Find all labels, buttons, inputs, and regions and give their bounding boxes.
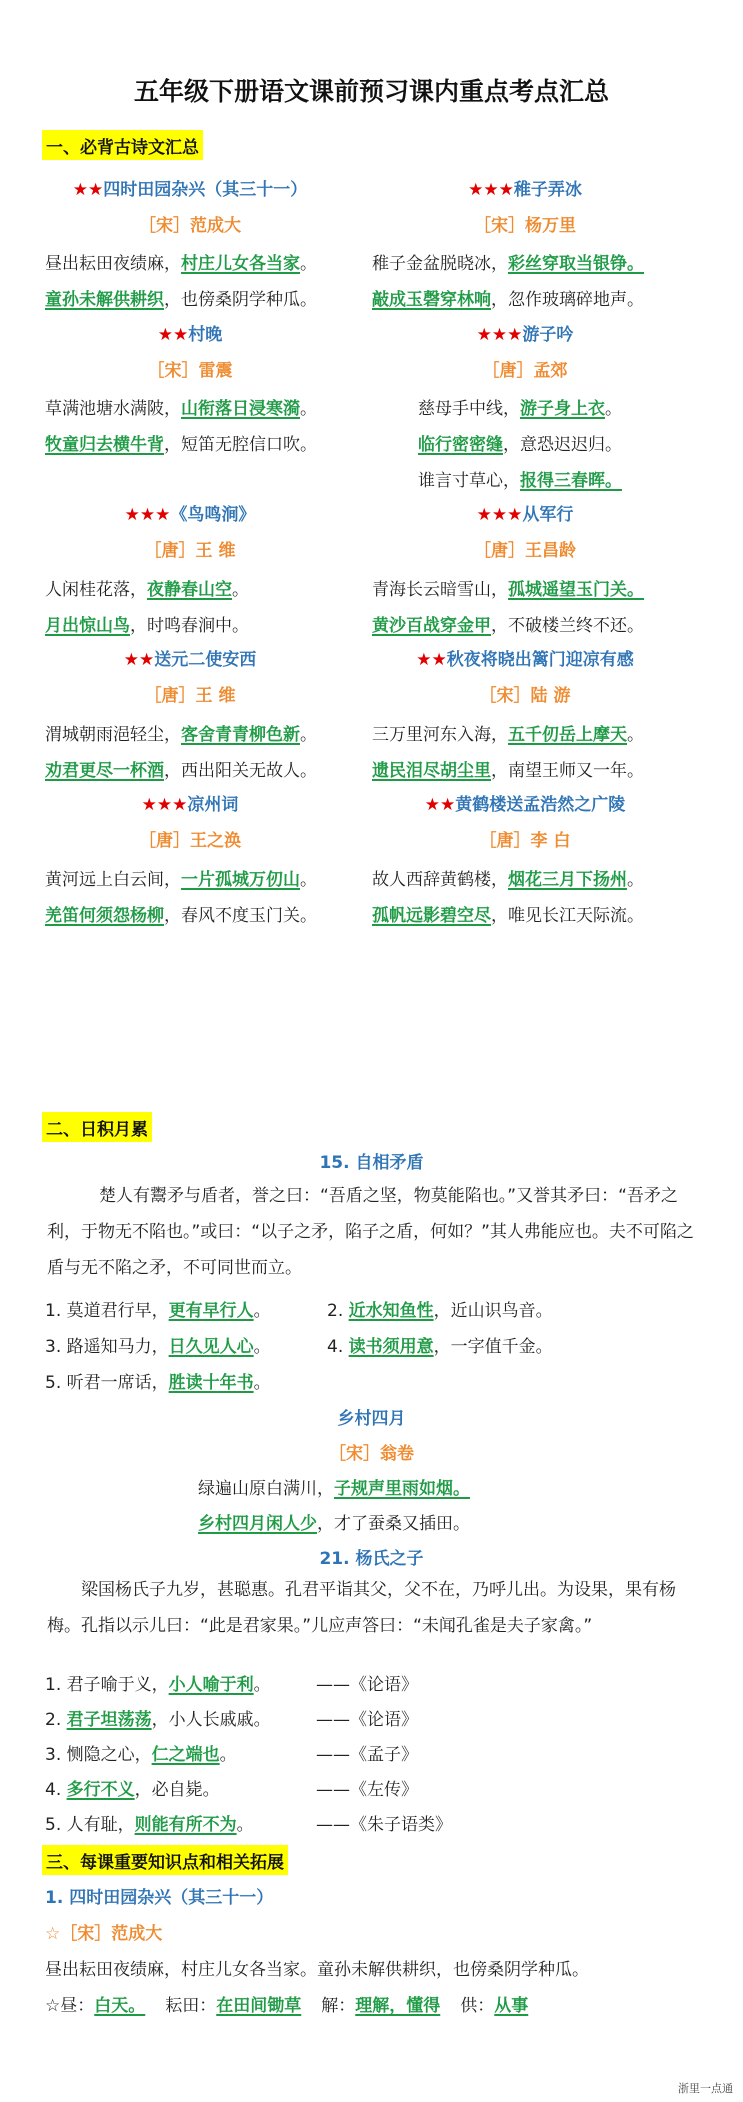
key-phrase: 临行密密缝 — [418, 435, 503, 455]
lesson1-notes — [45, 1991, 528, 2016]
note-item — [321, 1996, 440, 2016]
poem-author: ［唐］王之涣 — [139, 831, 241, 851]
quote-item — [45, 1775, 220, 1800]
key-phrase: 童孙未解供耕织 — [45, 290, 164, 310]
key-phrase: 黄沙百战穿金甲 — [372, 616, 491, 636]
line-text: ，春风不度玉门关。 — [164, 906, 317, 926]
quote-source: ——《论语》 — [316, 1710, 418, 1730]
key-phrase: 山衔落日浸寒漪 — [181, 399, 300, 419]
line-text: 青海长云暗雪山， — [372, 580, 508, 600]
line-text: 稚子金盆脱晓冰， — [372, 254, 508, 274]
key-phrase: 孤帆远影碧空尽 — [372, 906, 491, 926]
line-text: 5. 听君一席话， — [45, 1373, 169, 1393]
poem-line — [418, 394, 622, 419]
quote-source: ——《孟子》 — [316, 1745, 418, 1765]
poem-line — [372, 611, 644, 636]
poem-line — [418, 430, 622, 455]
line-text: 4. — [327, 1337, 349, 1357]
poem-author: ［唐］孟郊 — [482, 361, 568, 381]
line-text: 人闲桂花落， — [45, 580, 147, 600]
line-text: 。 — [232, 580, 249, 600]
poem-title-text: 四时田园杂兴（其三十一） — [103, 180, 308, 200]
rating-stars: ★★★ — [476, 505, 523, 525]
poem-line — [45, 430, 317, 455]
line-text: ，唯见长江天际流。 — [491, 906, 644, 926]
poem-line — [45, 611, 249, 636]
line-text: ，忽作玻璃碎地声。 — [491, 290, 644, 310]
poem-line — [372, 901, 644, 926]
line-text: 。 — [605, 399, 622, 419]
line-text: 4. — [45, 1780, 67, 1800]
story1-title: 15. 自相矛盾 — [319, 1153, 424, 1173]
poem-line — [45, 249, 317, 274]
poem-title-text: 《鸟鸣涧》 — [170, 505, 256, 525]
poem-title — [25, 175, 355, 200]
line-text: 。 — [300, 254, 317, 274]
poem-title-text: 稚子弄冰 — [513, 180, 582, 200]
footer-watermark: 浙里一点通 — [678, 2082, 733, 2095]
line-text: 。 — [627, 870, 644, 890]
proverb-item — [327, 1296, 553, 1321]
line-text: 三万里河东入海， — [372, 725, 508, 745]
section1-heading: 一、必背古诗文汇总 — [42, 130, 203, 160]
note-term: ☆昼： — [45, 1996, 95, 2016]
story1-text: 楚人有鬻矛与盾者，誉之曰：“吾盾之坚，物莫能陷也。”又誉其矛曰：“吾矛之利，于物无不陷也。”或曰：“以子之矛，陷子之盾，何如？”其人弗能应也。夫不可陷之盾与无不陷之矛，不可同世而立。 — [47, 1186, 694, 1278]
key-phrase: 五千仞岳上摩天 — [508, 725, 627, 745]
line-text: ，必自毙。 — [134, 1780, 220, 1800]
proverb-item — [45, 1368, 271, 1393]
key-phrase: 读书须用意 — [348, 1337, 434, 1357]
key-phrase: 小人喻于利 — [168, 1675, 254, 1695]
line-text: 3. 恻隐之心， — [45, 1745, 152, 1765]
page-title: 五年级下册语文课前预习课内重点考点汇总 — [133, 77, 609, 106]
proverb-item — [45, 1296, 271, 1321]
line-text: ，一字值千金。 — [433, 1337, 553, 1357]
poem-xiangcun-line2 — [198, 1509, 470, 1534]
line-text: ，南望王师又一年。 — [491, 761, 644, 781]
note-item — [165, 1996, 301, 2016]
line-text: 谁言寸草心， — [418, 471, 520, 491]
line-text: 。 — [300, 725, 317, 745]
note-term: 解： — [321, 1996, 356, 2016]
line-text: ，时鸣春涧中。 — [130, 616, 249, 636]
key-phrase: 多行不义 — [66, 1780, 135, 1800]
note-term: 耘田： — [165, 1996, 217, 2016]
poem-title — [25, 790, 355, 815]
rating-stars: ★★★ — [141, 795, 188, 815]
key-phrase: 乡村四月闲人少 — [198, 1514, 317, 1534]
poem-xiangcun-title: 乡村四月 — [337, 1409, 406, 1429]
rating-stars: ★★ — [157, 325, 189, 345]
lesson1-poem: 昼出耘田夜绩麻，村庄儿女各当家。童孙未解供耕织，也傍桑阴学种瓜。 — [45, 1960, 589, 1980]
poem-author: ［唐］王 维 — [144, 686, 236, 706]
poem-title — [360, 175, 690, 200]
key-phrase: 仁之端也 — [151, 1745, 220, 1765]
poem-xiangcun-line1 — [198, 1474, 470, 1499]
poem-title — [360, 790, 690, 815]
key-phrase: 子规声里雨如烟。 — [334, 1479, 470, 1499]
note-term: 供： — [460, 1996, 495, 2016]
quote-item — [45, 1740, 237, 1765]
rating-stars: ★★ — [72, 180, 104, 200]
poem-line — [372, 575, 644, 600]
key-phrase: 羌笛何须怨杨柳 — [45, 906, 164, 926]
lesson1-author: ☆［宋］范成大 — [45, 1924, 163, 1944]
poem-line — [45, 720, 317, 745]
poem-title-text: 秋夜将晓出篱门迎凉有感 — [446, 650, 634, 670]
poem-title-text: 送元二使安西 — [154, 650, 257, 670]
line-text: 。 — [253, 1373, 271, 1393]
quote-source: ——《左传》 — [316, 1780, 418, 1800]
rating-stars: ★★★ — [476, 325, 523, 345]
poem-line — [418, 466, 622, 491]
line-text: 。 — [253, 1337, 271, 1357]
note-definition: 在田间锄草 — [216, 1996, 302, 2016]
key-phrase: 则能有所不为 — [134, 1815, 237, 1835]
key-phrase: 游子身上衣 — [520, 399, 605, 419]
key-phrase: 村庄儿女各当家 — [181, 254, 300, 274]
key-phrase: 更有早行人 — [168, 1301, 254, 1321]
poem-xiangcun-author: ［宋］翁卷 — [329, 1444, 414, 1464]
line-text: ，小人长戚戚。 — [151, 1710, 271, 1730]
poem-title-text: 凉州词 — [187, 795, 239, 815]
line-text: 5. 人有耻， — [45, 1815, 135, 1835]
poem-line — [45, 575, 249, 600]
key-phrase: 客舍青青柳色新 — [181, 725, 300, 745]
proverb-item — [327, 1332, 553, 1357]
key-phrase: 月出惊山鸟 — [45, 616, 130, 636]
quote-source: ——《论语》 — [316, 1675, 418, 1695]
line-text: 故人西辞黄鹤楼， — [372, 870, 508, 890]
line-text: 。 — [236, 1815, 254, 1835]
key-phrase: 敲成玉磬穿林响 — [372, 290, 491, 310]
line-text: 3. 路遥知马力， — [45, 1337, 169, 1357]
poem-title — [25, 645, 355, 670]
poem-title — [360, 320, 690, 345]
line-text: 1. 莫道君行早， — [45, 1301, 169, 1321]
line-text: 。 — [253, 1675, 271, 1695]
line-text: 2. — [45, 1710, 67, 1730]
key-phrase: 报得三春晖。 — [520, 471, 622, 491]
line-text: 渭城朝雨浥轻尘， — [45, 725, 181, 745]
line-text: 昼出耘田夜绩麻， — [45, 254, 181, 274]
poem-line — [45, 756, 317, 781]
poem-line — [372, 756, 644, 781]
note-item — [45, 1996, 145, 2016]
poem-line — [45, 865, 317, 890]
note-definition: 白天。 — [94, 1996, 146, 2016]
poem-line — [372, 285, 644, 310]
key-phrase: 遗民泪尽胡尘里 — [372, 761, 491, 781]
line-text: 。 — [300, 399, 317, 419]
key-phrase: 烟花三月下扬州 — [508, 870, 627, 890]
proverb-item — [45, 1332, 271, 1357]
poem-author: ［宋］杨万里 — [474, 216, 576, 236]
key-phrase: 日久见人心 — [168, 1337, 254, 1357]
line-text: ，短笛无腔信口吹。 — [164, 435, 317, 455]
key-phrase: 孤城遥望玉门关。 — [508, 580, 644, 600]
line-text: ，西出阳关无故人。 — [164, 761, 317, 781]
line-text: ，意恐迟迟归。 — [503, 435, 622, 455]
line-text: ，不破楼兰终不还。 — [491, 616, 644, 636]
rating-stars: ★★ — [424, 795, 456, 815]
line-text: 草满池塘水满陂， — [45, 399, 181, 419]
key-phrase: 劝君更尽一杯酒 — [45, 761, 164, 781]
line-text: ，也傍桑阴学种瓜。 — [164, 290, 317, 310]
poem-line — [45, 394, 317, 419]
poem-title-text: 黄鹤楼送孟浩然之广陵 — [455, 795, 626, 815]
poem-line — [372, 720, 644, 745]
poem-line — [45, 285, 317, 310]
line-text: 慈母手中线， — [418, 399, 520, 419]
poem-line — [45, 901, 317, 926]
poem-author: ［唐］李 白 — [479, 831, 571, 851]
key-phrase: 君子坦荡荡 — [66, 1710, 152, 1730]
line-text: 。 — [300, 870, 317, 890]
section3-heading: 三、每课重要知识点和相关拓展 — [42, 1845, 288, 1875]
line-text: ，才了蚕桑又插田。 — [317, 1514, 470, 1534]
line-text: 黄河远上白云间， — [45, 870, 181, 890]
poem-title — [360, 500, 690, 525]
poem-line — [372, 865, 644, 890]
line-text: 2. — [327, 1301, 349, 1321]
key-phrase: 彩丝穿取当银铮。 — [508, 254, 644, 274]
lesson1-title: 1. 四时田园杂兴（其三十一） — [45, 1888, 274, 1908]
poem-author: ［宋］陆 游 — [479, 686, 571, 706]
section2-heading: 二、日积月累 — [42, 1112, 152, 1142]
line-text: 。 — [253, 1301, 271, 1321]
key-phrase: 夜静春山空 — [147, 580, 232, 600]
poem-title — [25, 500, 355, 525]
line-text: 绿遍山原白满川， — [198, 1479, 334, 1499]
note-item — [460, 1996, 528, 2016]
line-text: 。 — [627, 725, 644, 745]
rating-stars: ★★ — [416, 650, 447, 670]
line-text: 1. 君子喻于义， — [45, 1675, 169, 1695]
rating-stars: ★★ — [123, 650, 155, 670]
poem-author: ［宋］范成大 — [139, 216, 241, 236]
quote-item — [45, 1810, 254, 1835]
line-text: 。 — [219, 1745, 237, 1765]
key-phrase: 近水知鱼性 — [348, 1301, 434, 1321]
note-definition: 理解，懂得 — [355, 1996, 441, 2016]
poem-title-text: 村晚 — [188, 325, 223, 345]
key-phrase: 一片孤城万仞山 — [181, 870, 300, 890]
poem-author: ［宋］雷震 — [147, 361, 233, 381]
line-text: ，近山识鸟音。 — [433, 1301, 553, 1321]
story2-text: 梁国杨氏子九岁，甚聪惠。孔君平诣其父，父不在，乃呼儿出。为设果，果有杨梅。孔指以示儿曰：“此是君家果。”儿应声答曰：“未闻孔雀是夫子家禽。” — [47, 1580, 676, 1636]
key-phrase: 牧童归去横牛背 — [45, 435, 164, 455]
poem-title-text: 游子吟 — [522, 325, 574, 345]
poem-title — [360, 645, 690, 670]
poem-line — [372, 249, 644, 274]
quote-item — [45, 1670, 271, 1695]
rating-stars: ★★★ — [124, 505, 171, 525]
story2-title: 21. 杨氏之子 — [319, 1549, 424, 1569]
note-definition: 从事 — [494, 1996, 529, 2016]
poem-title-text: 从军行 — [522, 505, 574, 525]
rating-stars: ★★★ — [468, 180, 514, 200]
quote-source: ——《朱子语类》 — [316, 1815, 452, 1835]
poem-author: ［唐］王 维 — [144, 541, 236, 561]
poem-author: ［唐］王昌龄 — [474, 541, 576, 561]
poem-title — [25, 320, 355, 345]
key-phrase: 胜读十年书 — [168, 1373, 254, 1393]
quote-item — [45, 1705, 271, 1730]
